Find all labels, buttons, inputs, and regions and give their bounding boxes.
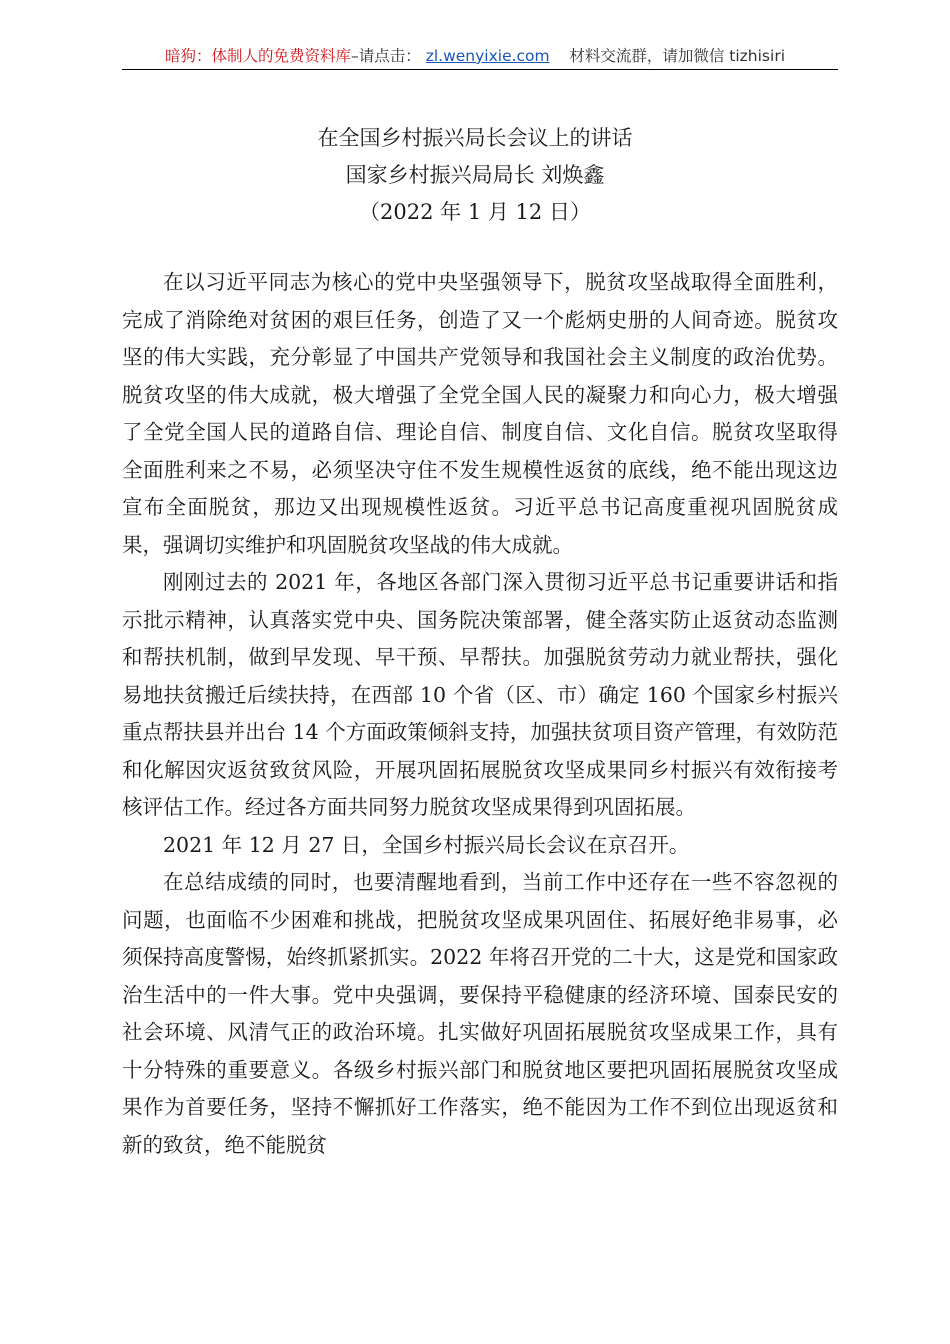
paragraph-4: 在总结成绩的同时，也要清醒地看到，当前工作中还存在一些不容忽视的问题，也面临不少困难和挑战，把脱贫攻坚成果巩固住、拓展好绝非易事，必须保持高度警惕，始终抓紧抓实。2022 年将召开党的二十大，这是党和国家政治生活中的一件大事。党中央强调，要保持平稳健康的经济环境、国泰民安的社会环境、风清气正的政治环境。扎实做好巩固拓展脱贫攻坚成果工作，具有十分特殊的重要意义。各级乡村振兴部门和脱贫地区要把巩固拓展脱贫攻坚成果作为首要任务，坚持不懈抓好工作落实，绝不能因为工作不到位出现返贫和新的致贫，绝不能脱贫 [122, 870, 838, 1157]
brand-text: 暗狗：体制人的免费资料库 [164, 47, 351, 65]
title-block [0, 120, 950, 231]
speech-title: 在全国乡村振兴局长会议上的讲话 [317, 126, 633, 150]
header-divider [122, 69, 838, 70]
paragraph-1: 在以习近平同志为核心的党中央坚强领导下，脱贫攻坚战取得全面胜利，完成了消除绝对贫困的艰巨任务，创造了又一个彪炳史册的人间奇迹。脱贫攻坚的伟大实践，充分彰显了中国共产党领导和我国社会主义制度的政治优势。脱贫攻坚的伟大成就，极大增强了全党全国人民的凝聚力和向心力，极大增强了全党全国人民的道路自信、理论自信、制度自信、文化自信。脱贫攻坚取得全面胜利来之不易，必须坚决守住不发生规模性返贫的底线，绝不能出现这边宣布全面脱贫，那边又出现规模性返贫。习近平总书记高度重视巩固脱贫成果，强调切实维护和巩固脱贫攻坚战的伟大成就。 [122, 270, 838, 557]
page-header [0, 46, 950, 66]
paragraph-3: 2021 年 12 月 27 日，全国乡村振兴局长会议在京召开。 [163, 832, 690, 857]
speech-body [122, 264, 838, 1164]
speech-date: （2022 年 1 月 12 日） [359, 200, 591, 224]
click-prompt: –请点击： [351, 47, 421, 65]
speaker-line: 国家乡村振兴局局长 刘焕鑫 [345, 163, 605, 187]
wechat-group-note: 材料交流群，请加微信 tizhisiri [569, 47, 785, 65]
site-link[interactable]: zl.wenyixie.com [425, 47, 550, 65]
paragraph-2: 刚刚过去的 2021 年，各地区各部门深入贯彻习近平总书记重要讲话和指示批示精神，认真落实党中央、国务院决策部署，健全落实防止返贫动态监测和帮扶机制，做到早发现、早干预、早帮扶。加强脱贫劳动力就业帮扶，强化易地扶贫搬迁后续扶持，在西部 10 个省（区、市）确定 160 个国家乡村振兴重点帮扶县并出台 14 个方面政策倾斜支持，加强扶贫项目资产管理，有效防范和化解因灾返贫致贫风险，开展巩固拓展脱贫攻坚成果同乡村振兴有效衔接考核评估工作。经过各方面共同努力脱贫攻坚成果得到巩固拓展。 [122, 570, 838, 819]
